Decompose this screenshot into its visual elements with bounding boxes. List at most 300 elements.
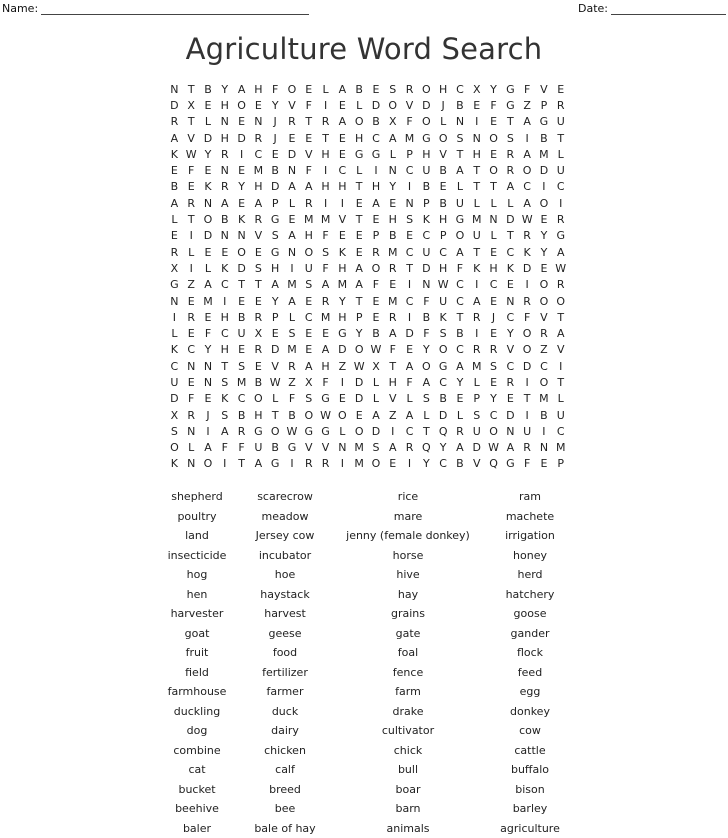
grid-letter[interactable]: B (540, 131, 548, 145)
grid-letter[interactable]: R (170, 245, 179, 259)
grid-letter[interactable]: I (559, 196, 563, 210)
grid-letter[interactable]: H (371, 180, 381, 194)
grid-letter[interactable]: N (489, 213, 498, 227)
grid-letter[interactable]: A (388, 327, 397, 341)
grid-letter[interactable]: I (475, 115, 479, 129)
grid-letter[interactable]: C (405, 164, 414, 178)
grid-letter[interactable]: M (539, 147, 549, 161)
grid-letter[interactable]: C (170, 359, 179, 373)
grid-letter[interactable]: K (221, 261, 229, 275)
grid-letter[interactable]: R (456, 424, 464, 438)
grid-letter[interactable]: B (456, 457, 464, 471)
grid-letter[interactable]: F (288, 392, 296, 406)
grid-letter[interactable]: M (388, 245, 398, 259)
grid-letter[interactable]: O (354, 343, 364, 357)
grid-letter[interactable]: L (406, 392, 413, 406)
grid-letter[interactable]: I (542, 424, 546, 438)
grid-letter[interactable]: T (557, 310, 565, 324)
grid-letter[interactable]: O (489, 424, 498, 438)
grid-letter[interactable]: N (287, 245, 297, 259)
grid-letter[interactable]: M (337, 278, 348, 292)
grid-letter[interactable]: H (355, 131, 364, 145)
grid-letter[interactable]: E (389, 457, 397, 471)
grid-letter[interactable]: W (269, 375, 281, 389)
grid-letter[interactable]: G (270, 457, 280, 471)
grid-letter[interactable]: A (456, 441, 464, 455)
grid-letter[interactable]: M (539, 392, 549, 406)
grid-letter[interactable]: R (506, 375, 515, 389)
grid-letter[interactable]: B (388, 229, 397, 243)
grid-letter[interactable]: O (422, 82, 431, 96)
grid-letter[interactable]: T (305, 115, 313, 129)
grid-letter[interactable]: K (422, 213, 430, 227)
grid-letter[interactable]: L (204, 261, 212, 275)
grid-letter[interactable]: G (287, 441, 297, 455)
grid-letter[interactable]: N (237, 229, 246, 243)
grid-letter[interactable]: T (557, 375, 565, 389)
grid-letter[interactable]: S (473, 408, 481, 422)
grid-letter[interactable]: G (270, 213, 280, 227)
grid-letter[interactable]: T (255, 278, 262, 292)
grid-letter[interactable]: W (320, 408, 332, 422)
grid-letter[interactable]: L (456, 180, 464, 194)
grid-letter[interactable]: O (338, 408, 347, 422)
grid-letter[interactable]: G (321, 424, 330, 438)
grid-letter[interactable]: C (405, 424, 414, 438)
grid-letter[interactable]: D (237, 261, 246, 275)
grid-letter[interactable]: G (556, 229, 565, 243)
grid-letter[interactable]: G (254, 424, 263, 438)
grid-letter[interactable]: A (288, 180, 296, 194)
grid-letter[interactable]: V (187, 131, 195, 145)
grid-letter[interactable]: O (203, 457, 213, 471)
grid-letter[interactable]: A (221, 424, 229, 438)
grid-letter[interactable]: Y (339, 294, 346, 308)
grid-letter[interactable]: N (539, 441, 549, 455)
grid-letter[interactable]: E (204, 245, 212, 259)
grid-letter[interactable]: O (455, 229, 465, 243)
grid-letter[interactable]: H (220, 310, 229, 324)
grid-letter[interactable]: I (407, 457, 412, 471)
grid-letter[interactable]: R (523, 229, 531, 243)
grid-letter[interactable]: I (290, 261, 294, 275)
grid-letter[interactable]: W (521, 213, 533, 227)
grid-letter[interactable]: L (490, 196, 497, 210)
grid-letter[interactable]: H (321, 359, 330, 373)
grid-letter[interactable]: E (187, 294, 195, 308)
grid-letter[interactable]: K (204, 180, 212, 194)
grid-letter[interactable]: I (340, 196, 344, 210)
grid-letter[interactable]: S (322, 245, 330, 259)
grid-letter[interactable]: C (220, 278, 229, 292)
grid-letter[interactable]: K (221, 392, 229, 406)
grid-letter[interactable]: U (556, 408, 565, 422)
grid-letter[interactable]: H (338, 180, 347, 194)
grid-letter[interactable]: A (237, 82, 246, 96)
grid-letter[interactable]: E (355, 408, 363, 422)
grid-letter[interactable]: D (506, 213, 515, 227)
grid-letter[interactable]: Y (456, 375, 464, 389)
grid-letter[interactable]: P (540, 98, 548, 112)
grid-letter[interactable]: N (203, 196, 213, 210)
grid-letter[interactable]: E (170, 229, 178, 243)
grid-letter[interactable]: G (506, 98, 515, 112)
grid-letter[interactable]: D (170, 98, 179, 112)
grid-letter[interactable]: M (354, 457, 364, 471)
grid-letter[interactable]: H (388, 213, 397, 227)
grid-letter[interactable]: N (170, 82, 179, 96)
grid-letter[interactable]: S (490, 359, 498, 373)
grid-letter[interactable]: F (188, 392, 195, 406)
grid-letter[interactable]: S (506, 131, 514, 145)
grid-letter[interactable]: E (305, 343, 313, 357)
grid-letter[interactable]: O (438, 343, 448, 357)
grid-letter[interactable]: B (237, 310, 246, 324)
grid-letter[interactable]: C (489, 408, 498, 422)
grid-letter[interactable]: C (540, 359, 548, 373)
grid-letter[interactable]: T (238, 457, 245, 471)
grid-letter[interactable]: E (254, 245, 262, 259)
grid-letter[interactable]: V (405, 98, 414, 112)
grid-letter[interactable]: F (406, 375, 413, 389)
grid-letter[interactable]: M (304, 213, 314, 227)
grid-letter[interactable]: Q (489, 457, 498, 471)
grid-letter[interactable]: N (187, 359, 196, 373)
grid-letter[interactable]: A (271, 278, 279, 292)
grid-letter[interactable]: L (188, 441, 195, 455)
grid-letter[interactable]: G (455, 213, 465, 227)
grid-letter[interactable]: P (557, 457, 565, 471)
grid-letter[interactable]: R (321, 294, 330, 308)
grid-letter[interactable]: A (405, 359, 414, 373)
grid-letter[interactable]: L (204, 115, 212, 129)
grid-letter[interactable]: R (288, 115, 296, 129)
grid-letter[interactable]: M (404, 131, 415, 145)
grid-letter[interactable]: E (204, 164, 212, 178)
grid-letter[interactable]: I (239, 147, 244, 161)
grid-letter[interactable]: I (323, 164, 328, 178)
grid-letter[interactable]: H (439, 261, 448, 275)
grid-letter[interactable]: E (540, 457, 548, 471)
grid-letter[interactable]: X (388, 115, 397, 129)
grid-letter[interactable]: A (523, 147, 531, 161)
grid-letter[interactable]: O (539, 294, 549, 308)
grid-letter[interactable]: N (220, 229, 229, 243)
grid-letter[interactable]: T (456, 147, 464, 161)
grid-letter[interactable]: S (439, 327, 447, 341)
grid-letter[interactable]: O (270, 424, 280, 438)
grid-letter[interactable]: O (422, 359, 431, 373)
grid-letter[interactable]: N (220, 164, 229, 178)
grid-letter[interactable]: C (506, 245, 515, 259)
grid-letter[interactable]: L (171, 327, 178, 341)
grid-letter[interactable]: S (305, 392, 313, 406)
grid-letter[interactable]: L (356, 164, 363, 178)
grid-letter[interactable]: V (305, 147, 313, 161)
grid-letter[interactable]: Q (422, 441, 431, 455)
grid-letter[interactable]: R (556, 98, 565, 112)
grid-letter[interactable]: Z (523, 98, 531, 112)
grid-letter[interactable]: U (254, 441, 263, 455)
grid-letter[interactable]: A (288, 294, 296, 308)
grid-letter[interactable]: C (405, 245, 414, 259)
grid-letter[interactable]: C (338, 164, 347, 178)
grid-letter[interactable]: U (472, 229, 481, 243)
grid-letter[interactable]: A (372, 196, 380, 210)
grid-letter[interactable]: C (456, 343, 464, 357)
grid-letter[interactable]: Y (204, 147, 212, 161)
grid-letter[interactable]: V (271, 359, 279, 373)
grid-letter[interactable]: H (321, 180, 330, 194)
grid-letter[interactable]: O (287, 82, 297, 96)
grid-letter[interactable]: E (490, 327, 498, 341)
grid-letter[interactable]: T (271, 408, 279, 422)
grid-letter[interactable]: E (473, 98, 481, 112)
grid-letter[interactable]: R (523, 441, 531, 455)
grid-letter[interactable]: N (422, 278, 431, 292)
grid-letter[interactable]: I (223, 457, 227, 471)
grid-letter[interactable]: U (422, 164, 431, 178)
grid-letter[interactable]: K (237, 213, 246, 227)
grid-letter[interactable]: C (439, 375, 447, 389)
grid-letter[interactable]: N (405, 196, 414, 210)
grid-letter[interactable]: I (407, 278, 412, 292)
grid-letter[interactable]: O (539, 196, 549, 210)
grid-letter[interactable]: E (355, 229, 363, 243)
grid-letter[interactable]: K (338, 245, 346, 259)
grid-letter[interactable]: A (556, 327, 565, 341)
grid-letter[interactable]: A (523, 115, 531, 129)
grid-letter[interactable]: M (287, 343, 297, 357)
grid-letter[interactable]: R (220, 147, 229, 161)
grid-letter[interactable]: E (305, 294, 313, 308)
grid-letter[interactable]: H (254, 180, 263, 194)
grid-letter[interactable]: R (556, 278, 565, 292)
grid-letter[interactable]: T (221, 359, 229, 373)
grid-letter[interactable]: W (185, 147, 197, 161)
grid-letter[interactable]: O (354, 115, 364, 129)
grid-letter[interactable]: R (321, 457, 330, 471)
grid-letter[interactable]: M (388, 294, 398, 308)
grid-letter[interactable]: N (455, 115, 465, 129)
grid-letter[interactable]: B (456, 98, 464, 112)
grid-letter[interactable]: P (271, 310, 279, 324)
grid-letter[interactable]: R (405, 82, 414, 96)
grid-letter[interactable]: T (355, 294, 363, 308)
grid-letter[interactable]: D (338, 343, 347, 357)
grid-letter[interactable]: E (271, 327, 279, 341)
name-line[interactable] (41, 3, 309, 15)
grid-letter[interactable]: B (170, 180, 179, 194)
grid-letter[interactable]: S (238, 359, 246, 373)
grid-letter[interactable]: R (220, 180, 229, 194)
grid-letter[interactable]: C (405, 294, 414, 308)
grid-letter[interactable]: L (288, 196, 296, 210)
grid-letter[interactable]: E (338, 98, 346, 112)
grid-letter[interactable]: Z (187, 278, 195, 292)
grid-letter[interactable]: L (288, 310, 296, 324)
grid-letter[interactable]: A (506, 180, 515, 194)
grid-letter[interactable]: R (523, 294, 531, 308)
grid-letter[interactable]: M (203, 294, 213, 308)
grid-letter[interactable]: G (506, 457, 515, 471)
grid-letter[interactable]: E (187, 327, 195, 341)
grid-letter[interactable]: F (305, 164, 312, 178)
grid-letter[interactable]: E (439, 180, 447, 194)
grid-letter[interactable]: S (271, 229, 279, 243)
grid-letter[interactable]: W (437, 278, 449, 292)
grid-letter[interactable]: X (372, 359, 380, 373)
grid-letter[interactable]: R (506, 164, 515, 178)
grid-letter[interactable]: R (556, 213, 565, 227)
grid-letter[interactable]: T (389, 359, 397, 373)
grid-letter[interactable]: O (388, 98, 398, 112)
grid-letter[interactable]: H (422, 147, 431, 161)
grid-letter[interactable]: B (372, 115, 380, 129)
grid-letter[interactable]: X (187, 98, 195, 112)
grid-letter[interactable]: G (354, 147, 364, 161)
grid-letter[interactable]: F (389, 343, 396, 357)
grid-letter[interactable]: D (270, 180, 280, 194)
grid-letter[interactable]: C (304, 310, 313, 324)
grid-letter[interactable]: T (187, 82, 195, 96)
grid-letter[interactable]: T (473, 180, 481, 194)
grid-letter[interactable]: G (371, 147, 381, 161)
grid-letter[interactable]: D (438, 408, 448, 422)
grid-letter[interactable]: C (254, 147, 263, 161)
grid-letter[interactable]: O (354, 424, 364, 438)
grid-letter[interactable]: G (506, 82, 515, 96)
grid-letter[interactable]: M (354, 441, 364, 455)
grid-letter[interactable]: A (456, 245, 464, 259)
grid-letter[interactable]: P (406, 147, 413, 161)
grid-letter[interactable]: F (523, 310, 531, 324)
grid-letter[interactable]: R (506, 147, 515, 161)
grid-letter[interactable]: E (305, 131, 313, 145)
grid-letter[interactable]: E (338, 392, 346, 406)
grid-letter[interactable]: E (254, 98, 262, 112)
grid-letter[interactable]: B (204, 82, 212, 96)
grid-letter[interactable]: O (522, 343, 532, 357)
grid-letter[interactable]: L (322, 82, 329, 96)
grid-letter[interactable]: K (170, 343, 178, 357)
name-field[interactable] (2, 2, 309, 15)
grid-letter[interactable]: A (556, 245, 565, 259)
grid-letter[interactable]: X (170, 408, 179, 422)
grid-letter[interactable]: L (507, 196, 514, 210)
grid-letter[interactable]: E (490, 375, 498, 389)
grid-letter[interactable]: F (523, 82, 531, 96)
grid-letter[interactable]: O (539, 375, 549, 389)
grid-letter[interactable]: A (472, 294, 481, 308)
grid-letter[interactable]: A (506, 441, 515, 455)
grid-letter[interactable]: R (254, 131, 263, 145)
grid-letter[interactable]: Y (271, 98, 279, 112)
grid-letter[interactable]: E (540, 261, 548, 275)
grid-letter[interactable]: T (473, 245, 481, 259)
grid-letter[interactable]: V (254, 229, 263, 243)
grid-letter[interactable]: N (506, 424, 515, 438)
grid-letter[interactable]: H (388, 375, 397, 389)
grid-letter[interactable]: E (238, 196, 246, 210)
grid-letter[interactable]: I (323, 98, 328, 112)
grid-letter[interactable]: E (389, 278, 397, 292)
grid-letter[interactable]: A (221, 196, 229, 210)
grid-letter[interactable]: D (203, 131, 213, 145)
grid-letter[interactable]: C (456, 294, 464, 308)
grid-letter[interactable]: L (339, 424, 346, 438)
grid-letter[interactable]: O (254, 392, 263, 406)
grid-letter[interactable]: E (238, 294, 246, 308)
grid-letter[interactable]: I (475, 278, 479, 292)
grid-letter[interactable]: F (204, 327, 212, 341)
grid-letter[interactable]: I (525, 278, 529, 292)
grid-letter[interactable]: N (187, 457, 196, 471)
grid-letter[interactable]: S (422, 392, 430, 406)
grid-letter[interactable]: Y (540, 229, 548, 243)
grid-letter[interactable]: X (305, 375, 313, 389)
grid-letter[interactable]: D (287, 147, 297, 161)
grid-letter[interactable]: A (254, 196, 263, 210)
grid-letter[interactable]: U (439, 294, 448, 308)
grid-letter[interactable]: T (456, 310, 464, 324)
grid-letter[interactable]: V (388, 392, 397, 406)
grid-letter[interactable]: E (490, 245, 498, 259)
grid-letter[interactable]: C (556, 424, 565, 438)
grid-letter[interactable]: U (472, 424, 481, 438)
grid-letter[interactable]: N (187, 424, 196, 438)
grid-letter[interactable]: S (406, 213, 414, 227)
grid-letter[interactable]: B (439, 392, 447, 406)
grid-letter[interactable]: A (456, 164, 464, 178)
grid-letter[interactable]: N (170, 294, 179, 308)
grid-letter[interactable]: I (189, 261, 193, 275)
grid-letter[interactable]: E (288, 131, 296, 145)
grid-letter[interactable]: A (321, 343, 330, 357)
grid-letter[interactable]: U (422, 245, 431, 259)
grid-letter[interactable]: M (236, 375, 247, 389)
grid-letter[interactable]: V (338, 213, 347, 227)
grid-letter[interactable]: L (372, 375, 380, 389)
grid-letter[interactable]: Y (221, 82, 229, 96)
grid-letter[interactable]: N (506, 294, 515, 308)
grid-letter[interactable]: J (273, 115, 277, 129)
grid-letter[interactable]: B (237, 408, 246, 422)
grid-letter[interactable]: K (170, 147, 178, 161)
grid-letter[interactable]: O (304, 408, 314, 422)
grid-letter[interactable]: D (354, 375, 364, 389)
grid-letter[interactable]: J (491, 310, 496, 324)
grid-letter[interactable]: P (271, 196, 279, 210)
grid-letter[interactable]: C (220, 327, 229, 341)
grid-letter[interactable]: M (287, 278, 297, 292)
grid-letter[interactable]: L (440, 115, 447, 129)
grid-letter[interactable]: C (422, 229, 431, 243)
grid-letter[interactable]: P (355, 310, 363, 324)
grid-letter[interactable]: Y (238, 180, 245, 194)
grid-letter[interactable]: U (304, 261, 313, 275)
grid-letter[interactable]: C (523, 180, 531, 194)
grid-letter[interactable]: T (355, 180, 363, 194)
grid-letter[interactable]: E (322, 327, 330, 341)
grid-letter[interactable]: R (304, 196, 313, 210)
grid-letter[interactable]: B (271, 164, 279, 178)
grid-letter[interactable]: E (238, 115, 246, 129)
grid-letter[interactable]: F (322, 375, 329, 389)
grid-letter[interactable]: A (355, 261, 363, 275)
grid-letter[interactable]: F (456, 261, 464, 275)
grid-letter[interactable]: O (539, 278, 549, 292)
